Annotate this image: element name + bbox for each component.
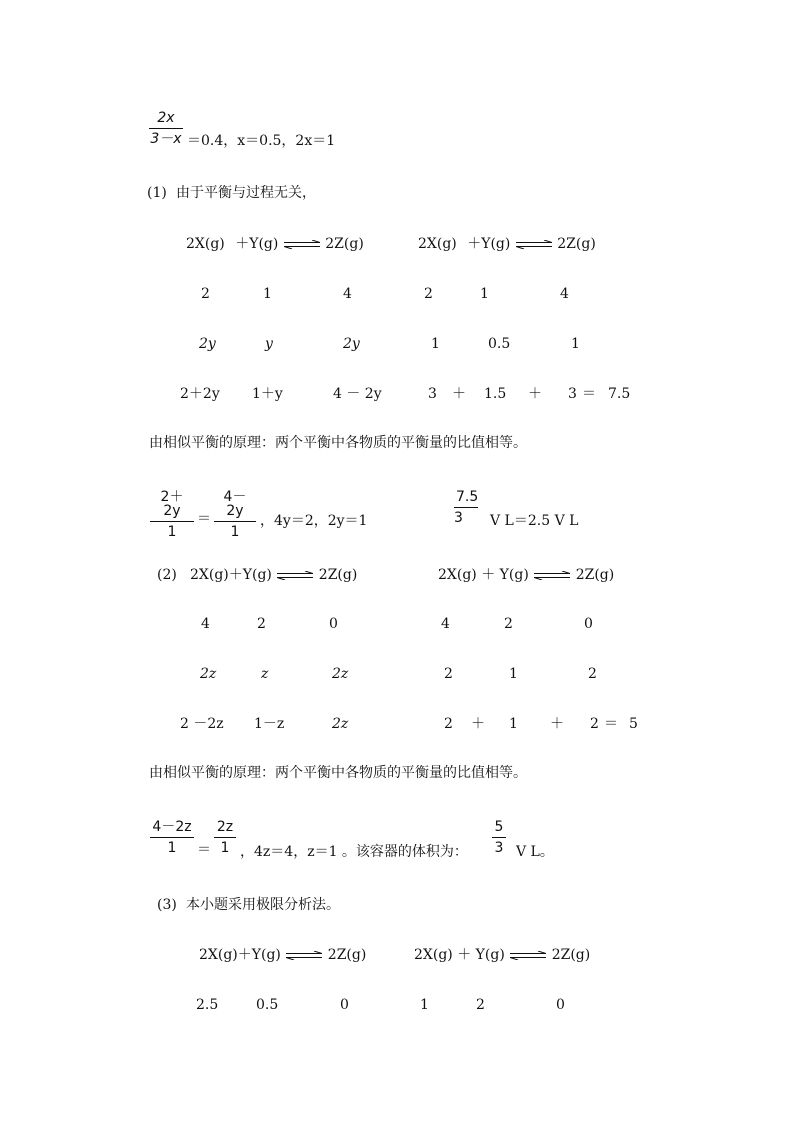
part2-row-b-left-0: 2z	[200, 666, 217, 682]
equals-sign: ＝	[197, 842, 211, 858]
part1-row-a-right-0: 2	[424, 286, 433, 302]
fraction-denominator: 1	[167, 524, 177, 540]
part2-row-c-right-0: 2	[444, 716, 453, 732]
part2-row-c-right-5: ＝	[604, 716, 618, 732]
part3-equation-right	[414, 948, 590, 962]
part1-row-c-right-4: 3	[568, 386, 577, 402]
equals-sign: ＝	[197, 511, 211, 527]
product-z: 2Z(g)	[325, 236, 364, 252]
part1-row-c-left-0: 2＋2y	[180, 386, 220, 402]
fraction-numerator: 5	[492, 820, 506, 838]
part1-row-b-left-1: y	[265, 336, 273, 352]
part3-equation-left	[199, 948, 366, 962]
part3-row-a-right-1: 2	[476, 997, 485, 1013]
part2-calc-result: ，4z＝4，z＝1 。该容器的体积为：	[240, 844, 468, 860]
part1-row-a-right-1: 1	[480, 286, 489, 302]
part3-row-a-right-0: 1	[420, 997, 429, 1013]
part3-row-a-left-1: 0.5	[256, 997, 279, 1013]
equilibrium-arrow-icon	[284, 240, 320, 249]
equilibrium-arrow-icon	[277, 571, 313, 580]
part2-row-a-right-1: 2	[504, 616, 513, 632]
part2-row-a-left-2: 0	[329, 616, 338, 632]
reactant-y: ＋Y(g)	[235, 236, 279, 252]
part1-row-b-left-2: 2y	[343, 336, 360, 352]
part1-row-c-right-2: 1.5	[484, 386, 507, 402]
part1-fraction-2	[214, 490, 256, 539]
fraction-numerator: 2z	[214, 820, 236, 838]
part2-row-c-right-6: 5	[629, 716, 638, 732]
part2-row-a-left-1: 2	[257, 616, 266, 632]
part2-row-c-left-2: 2z	[332, 716, 349, 732]
product-z: 2Z(g)	[318, 567, 358, 583]
part1-row-a-right-2: 4	[560, 286, 569, 302]
part1-row-c-right-5: ＝	[582, 386, 596, 402]
fraction-numerator: 4－2y	[214, 490, 256, 522]
part2-principle: 由相似平衡的原理：两个平衡中各物质的平衡量的比值相等。	[149, 765, 527, 781]
part1-row-b-right-1: 0.5	[488, 336, 511, 352]
equilibrium-arrow-icon	[534, 571, 570, 580]
product-z: 2Z(g)	[551, 947, 591, 963]
part1-calc-result: ，4y＝2，2y＝1	[260, 513, 368, 529]
part2-row-b-right-1: 1	[509, 666, 518, 682]
part2-row-a-right-2: 0	[584, 616, 593, 632]
value-text: 2 －2z	[180, 716, 224, 732]
fraction-numerator: 2＋2y	[150, 490, 194, 522]
product-z: 2Z(g)	[557, 236, 596, 252]
part2-equation-right	[438, 568, 614, 582]
part2-row-a-left-0: 4	[201, 616, 210, 632]
part2-row-b-left-1: z	[261, 666, 269, 682]
reactant-x: 2X(g)	[186, 236, 225, 252]
part1-row-c-right-1: ＋	[452, 386, 466, 402]
part3-row-a-left-2: 0	[340, 997, 349, 1013]
reactants: 2X(g) ＋ Y(g)	[438, 567, 529, 583]
part2-row-c-left-1: 1－z	[254, 716, 285, 732]
part2-fraction-1	[150, 820, 194, 855]
part2-fraction-2	[214, 820, 236, 855]
part1-label: (1)	[147, 185, 167, 201]
part1-volume-result: V L＝2.5 V L	[490, 513, 579, 529]
fraction-denominator: 1	[167, 840, 177, 856]
reactant-x: 2X(g)	[418, 236, 457, 252]
part1-row-c-right-3: ＋	[528, 386, 542, 402]
part1-fraction-1	[150, 490, 194, 539]
fraction-2x-over-3-minus-x	[149, 111, 183, 146]
equilibrium-arrow-icon	[286, 951, 322, 960]
part3-intro: 本小题采用极限分析法。	[186, 897, 340, 913]
product-z: 2Z(g)	[327, 947, 367, 963]
part3-row-a-right-2: 0	[556, 997, 565, 1013]
part1-row-a-left-0: 2	[201, 286, 210, 302]
fraction-numerator: 4－2z	[150, 820, 194, 838]
part1-row-a-left-1: 1	[263, 286, 272, 302]
part1-row-c-left-2: 4 － 2y	[333, 386, 382, 402]
part2-row-c-right-3: ＋	[550, 716, 564, 732]
part2-volume-result: V L。	[516, 844, 554, 860]
fraction-numerator: 2x	[149, 111, 183, 129]
part2-row-c-right-4: 2	[590, 716, 599, 732]
part1-equation-left	[186, 237, 364, 251]
reactant-y: ＋Y(g)	[467, 236, 511, 252]
part2-equation-left	[190, 568, 357, 582]
part1-row-c-left-1: 1＋y	[252, 386, 283, 402]
fraction-denominator: 3	[454, 510, 463, 526]
part1-row-c-right-0: 3	[428, 386, 437, 402]
fraction-numerator: 7.5	[454, 490, 478, 508]
part2-row-a-right-0: 4	[441, 616, 450, 632]
product-z: 2Z(g)	[575, 567, 615, 583]
line1-result: ＝0.4，x＝0.5，2x＝1	[187, 133, 336, 149]
part2-row-b-right-2: 2	[588, 666, 597, 682]
part1-fraction-volume	[454, 490, 478, 525]
part3-label: (3)	[157, 897, 177, 913]
part2-row-c-right-1: ＋	[471, 716, 485, 732]
fraction-denominator: 1	[220, 840, 230, 856]
part1-row-b-right-2: 1	[571, 336, 580, 352]
part2-row-c-left-0	[180, 717, 224, 731]
part1-equation-right	[418, 237, 596, 251]
part2-label: (2)	[157, 567, 177, 583]
fraction-denominator: 3	[494, 840, 504, 856]
part1-principle: 由相似平衡的原理：两个平衡中各物质的平衡量的比值相等。	[149, 435, 527, 451]
part2-row-c-right-2: 1	[509, 716, 518, 732]
part1-row-a-left-2: 4	[343, 286, 352, 302]
fraction-denominator: 3－x	[150, 131, 182, 147]
reactants: 2X(g)＋Y(g)	[190, 567, 272, 583]
equilibrium-arrow-icon	[516, 240, 552, 249]
part1-row-b-left-0: 2y	[199, 336, 216, 352]
part1-intro: 由于平衡与过程无关，	[176, 185, 316, 201]
reactants: 2X(g)＋Y(g)	[199, 947, 281, 963]
part2-row-b-left-2: 2z	[332, 666, 349, 682]
part2-fraction-volume	[492, 820, 506, 855]
part1-row-b-right-0: 1	[431, 336, 440, 352]
equilibrium-arrow-icon	[510, 951, 546, 960]
reactants: 2X(g) ＋ Y(g)	[414, 947, 505, 963]
fraction-denominator: 1	[230, 524, 240, 540]
part2-row-b-right-0: 2	[444, 666, 453, 682]
part3-row-a-left-0: 2.5	[196, 997, 219, 1013]
part1-row-c-right-6: 7.5	[608, 386, 631, 402]
